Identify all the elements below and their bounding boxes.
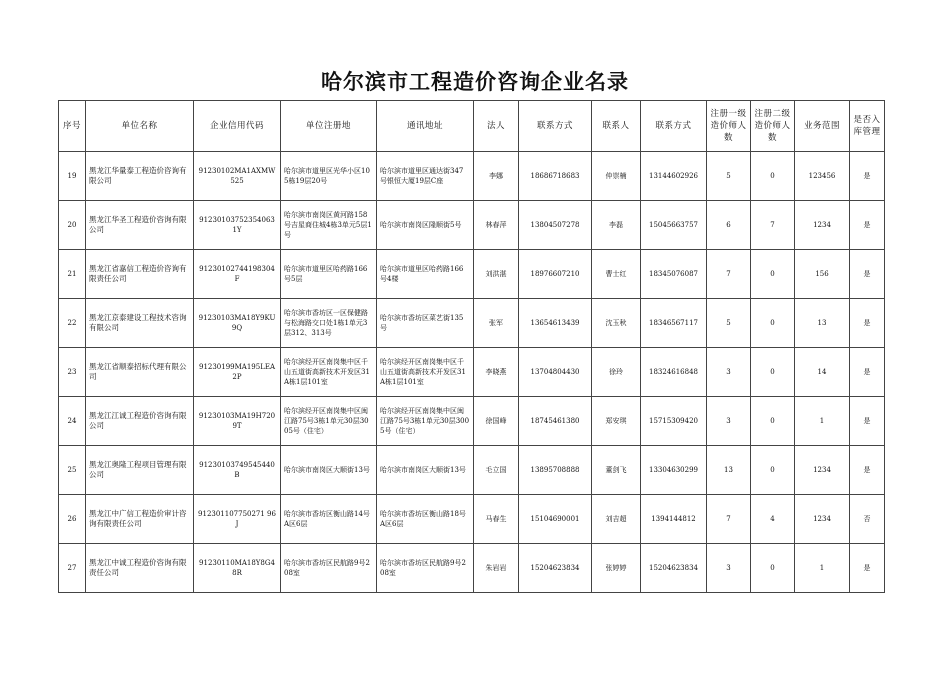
cell-contact-phone-2: 18345076087 [641, 250, 707, 299]
header-legal-person: 法人 [474, 101, 519, 152]
table-row [59, 299, 885, 348]
header-contact-phone-2: 联系方式 [641, 101, 707, 152]
cell-legal-person: 徐国峰 [474, 397, 519, 446]
cell-in-db: 是 [850, 250, 885, 299]
cell-contact-person: 郑安琪 [592, 397, 641, 446]
cell-level2-count: 0 [751, 397, 795, 446]
cell-level2-count: 0 [751, 446, 795, 495]
cell-reg-address: 哈尔滨市道里区光华小区105栋19层20号 [281, 152, 377, 201]
cell-contact-person: 李磊 [592, 201, 641, 250]
cell-contact-phone-1: 18976607210 [519, 250, 592, 299]
header-contact-person: 联系人 [592, 101, 641, 152]
cell-reg-address: 哈尔滨经开区南岗集中区千山五道街高新技术开发区31A栋1层101室 [281, 348, 377, 397]
table-row [59, 397, 885, 446]
cell-in-db: 是 [850, 544, 885, 593]
cell-legal-person: 李娜 [474, 152, 519, 201]
cell-seq: 21 [59, 250, 86, 299]
cell-scope: 156 [795, 250, 850, 299]
cell-credit-code: 91230102744198304F [194, 250, 281, 299]
cell-unit-name: 黑龙江奥隆工程项目管理有限公司 [86, 446, 194, 495]
cell-scope: 1234 [795, 446, 850, 495]
cell-mail-address: 哈尔滨市香坊区衡山路18号A区6层 [377, 495, 474, 544]
cell-seq: 25 [59, 446, 86, 495]
cell-reg-address: 哈尔滨经开区南岗集中区闽江路75号3栋1单元30层3005号（住宅） [281, 397, 377, 446]
cell-scope: 1234 [795, 495, 850, 544]
cell-unit-name: 黑龙江江诚工程造价咨询有限公司 [86, 397, 194, 446]
cell-scope: 1 [795, 397, 850, 446]
cell-level1-count: 3 [707, 397, 751, 446]
cell-credit-code: 912301037523540631Y [194, 201, 281, 250]
enterprise-table [58, 100, 885, 593]
cell-contact-phone-2: 18346567117 [641, 299, 707, 348]
table-row [59, 250, 885, 299]
table-row [59, 201, 885, 250]
cell-contact-phone-1: 18686718683 [519, 152, 592, 201]
cell-mail-address: 哈尔滨市道里区哈药路166号4楼 [377, 250, 474, 299]
cell-contact-phone-2: 15045663757 [641, 201, 707, 250]
cell-scope: 123456 [795, 152, 850, 201]
header-seq: 序号 [59, 101, 86, 152]
cell-mail-address: 哈尔滨市香坊区民航路9号208室 [377, 544, 474, 593]
cell-legal-person: 李晓燕 [474, 348, 519, 397]
table-row [59, 544, 885, 593]
cell-contact-person: 仲崇楠 [592, 152, 641, 201]
cell-seq: 26 [59, 495, 86, 544]
header-level1-count: 注册一级造价师人数 [707, 101, 751, 152]
cell-level1-count: 7 [707, 250, 751, 299]
cell-level1-count: 6 [707, 201, 751, 250]
cell-level1-count: 5 [707, 299, 751, 348]
cell-scope: 1 [795, 544, 850, 593]
cell-contact-phone-1: 15104690001 [519, 495, 592, 544]
page-title: 哈尔滨市工程造价咨询企业名录 [321, 70, 629, 94]
header-scope: 业务范围 [795, 101, 850, 152]
header-mail-address: 通讯地址 [377, 101, 474, 152]
cell-contact-phone-2: 1394144812 [641, 495, 707, 544]
header-in-db: 是否入库管理 [850, 101, 885, 152]
cell-mail-address: 哈尔滨市南岗区隆顺街5号 [377, 201, 474, 250]
cell-level2-count: 7 [751, 201, 795, 250]
cell-seq: 19 [59, 152, 86, 201]
cell-legal-person: 刘洪湛 [474, 250, 519, 299]
cell-credit-code: 91230103749545440B [194, 446, 281, 495]
header-credit-code: 企业信用代码 [194, 101, 281, 152]
cell-mail-address: 哈尔滨经开区南岗集中区闽江路75号3栋1单元30层3005号（住宅） [377, 397, 474, 446]
cell-in-db: 是 [850, 397, 885, 446]
cell-contact-person: 曹士红 [592, 250, 641, 299]
cell-unit-name: 黑龙江中广信工程造价审计咨询有限责任公司 [86, 495, 194, 544]
cell-credit-code: 91230102MA1AXMW525 [194, 152, 281, 201]
table-row [59, 348, 885, 397]
cell-level1-count: 13 [707, 446, 751, 495]
cell-credit-code: 912301107750271 96J [194, 495, 281, 544]
cell-reg-address: 哈尔滨市香坊区一区保健路与松海路交口处1栋1单元3层312、313号 [281, 299, 377, 348]
cell-contact-phone-2: 18324616848 [641, 348, 707, 397]
cell-contact-phone-1: 13895708888 [519, 446, 592, 495]
cell-unit-name: 黑龙江华圣工程造价咨询有限公司 [86, 201, 194, 250]
header-unit-name: 单位名称 [86, 101, 194, 152]
cell-legal-person: 毛立国 [474, 446, 519, 495]
header-row [59, 101, 885, 152]
cell-level2-count: 0 [751, 348, 795, 397]
cell-level2-count: 0 [751, 299, 795, 348]
cell-credit-code: 91230110MA18Y8G48R [194, 544, 281, 593]
cell-mail-address: 哈尔滨市道里区通达街347号银恒大厦19层C座 [377, 152, 474, 201]
cell-contact-phone-2: 15715309420 [641, 397, 707, 446]
cell-legal-person: 马春生 [474, 495, 519, 544]
cell-contact-phone-1: 13804507278 [519, 201, 592, 250]
cell-level1-count: 3 [707, 544, 751, 593]
cell-scope: 14 [795, 348, 850, 397]
cell-contact-phone-1: 13704804430 [519, 348, 592, 397]
cell-legal-person: 朱岩岩 [474, 544, 519, 593]
cell-credit-code: 91230199MA195LEA2P [194, 348, 281, 397]
cell-level2-count: 0 [751, 152, 795, 201]
cell-in-db: 是 [850, 299, 885, 348]
cell-unit-name: 黑龙江中诚工程造价咨询有限责任公司 [86, 544, 194, 593]
cell-scope: 1234 [795, 201, 850, 250]
cell-seq: 27 [59, 544, 86, 593]
cell-level2-count: 0 [751, 544, 795, 593]
cell-level2-count: 4 [751, 495, 795, 544]
cell-mail-address: 哈尔滨经开区南岗集中区千山五道街高新技术开发区31A栋1层101室 [377, 348, 474, 397]
cell-contact-person: 董剑飞 [592, 446, 641, 495]
cell-in-db: 是 [850, 348, 885, 397]
cell-seq: 22 [59, 299, 86, 348]
cell-contact-person: 张婷婷 [592, 544, 641, 593]
cell-contact-phone-2: 13304630299 [641, 446, 707, 495]
cell-mail-address: 哈尔滨市南岗区大顺街13号 [377, 446, 474, 495]
cell-contact-phone-2: 13144602926 [641, 152, 707, 201]
table-row [59, 446, 885, 495]
cell-level1-count: 3 [707, 348, 751, 397]
cell-reg-address: 哈尔滨市道里区哈药路166号5层 [281, 250, 377, 299]
cell-seq: 24 [59, 397, 86, 446]
cell-contact-person: 沈玉秋 [592, 299, 641, 348]
header-contact-phone-1: 联系方式 [519, 101, 592, 152]
cell-credit-code: 91230103MA18Y9KU9Q [194, 299, 281, 348]
cell-seq: 23 [59, 348, 86, 397]
cell-contact-person: 徐玲 [592, 348, 641, 397]
cell-legal-person: 张军 [474, 299, 519, 348]
cell-contact-phone-1: 15204623834 [519, 544, 592, 593]
cell-contact-phone-1: 13654613439 [519, 299, 592, 348]
cell-credit-code: 91230103MA19H7209T [194, 397, 281, 446]
cell-contact-person: 刘吉超 [592, 495, 641, 544]
cell-unit-name: 黑龙江省顺泰招标代理有限公司 [86, 348, 194, 397]
cell-level2-count: 0 [751, 250, 795, 299]
header-reg-address: 单位注册地 [281, 101, 377, 152]
cell-mail-address: 哈尔滨市香坊区菜艺街135号 [377, 299, 474, 348]
cell-level1-count: 7 [707, 495, 751, 544]
cell-in-db: 是 [850, 152, 885, 201]
cell-in-db: 是 [850, 201, 885, 250]
cell-unit-name: 黑龙江省嘉信工程造价咨询有限责任公司 [86, 250, 194, 299]
cell-unit-name: 黑龙江京泰建设工程技术咨询有限公司 [86, 299, 194, 348]
cell-unit-name: 黑龙江华量泰工程造价咨询有限公司 [86, 152, 194, 201]
cell-scope: 13 [795, 299, 850, 348]
cell-contact-phone-1: 18745461380 [519, 397, 592, 446]
cell-reg-address: 哈尔滨市香坊区民航路9号208室 [281, 544, 377, 593]
cell-level1-count: 5 [707, 152, 751, 201]
table-row [59, 152, 885, 201]
header-level2-count: 注册二级造价师人数 [751, 101, 795, 152]
table-row [59, 495, 885, 544]
cell-contact-phone-2: 15204623834 [641, 544, 707, 593]
cell-reg-address: 哈尔滨市南岗区大顺街13号 [281, 446, 377, 495]
cell-seq: 20 [59, 201, 86, 250]
cell-in-db: 否 [850, 495, 885, 544]
cell-reg-address: 哈尔滨市南岗区黄河路158号吉星商住城4栋3单元5层1号 [281, 201, 377, 250]
cell-legal-person: 林春萍 [474, 201, 519, 250]
cell-in-db: 是 [850, 446, 885, 495]
cell-reg-address: 哈尔滨市香坊区衡山路14号A区6层 [281, 495, 377, 544]
